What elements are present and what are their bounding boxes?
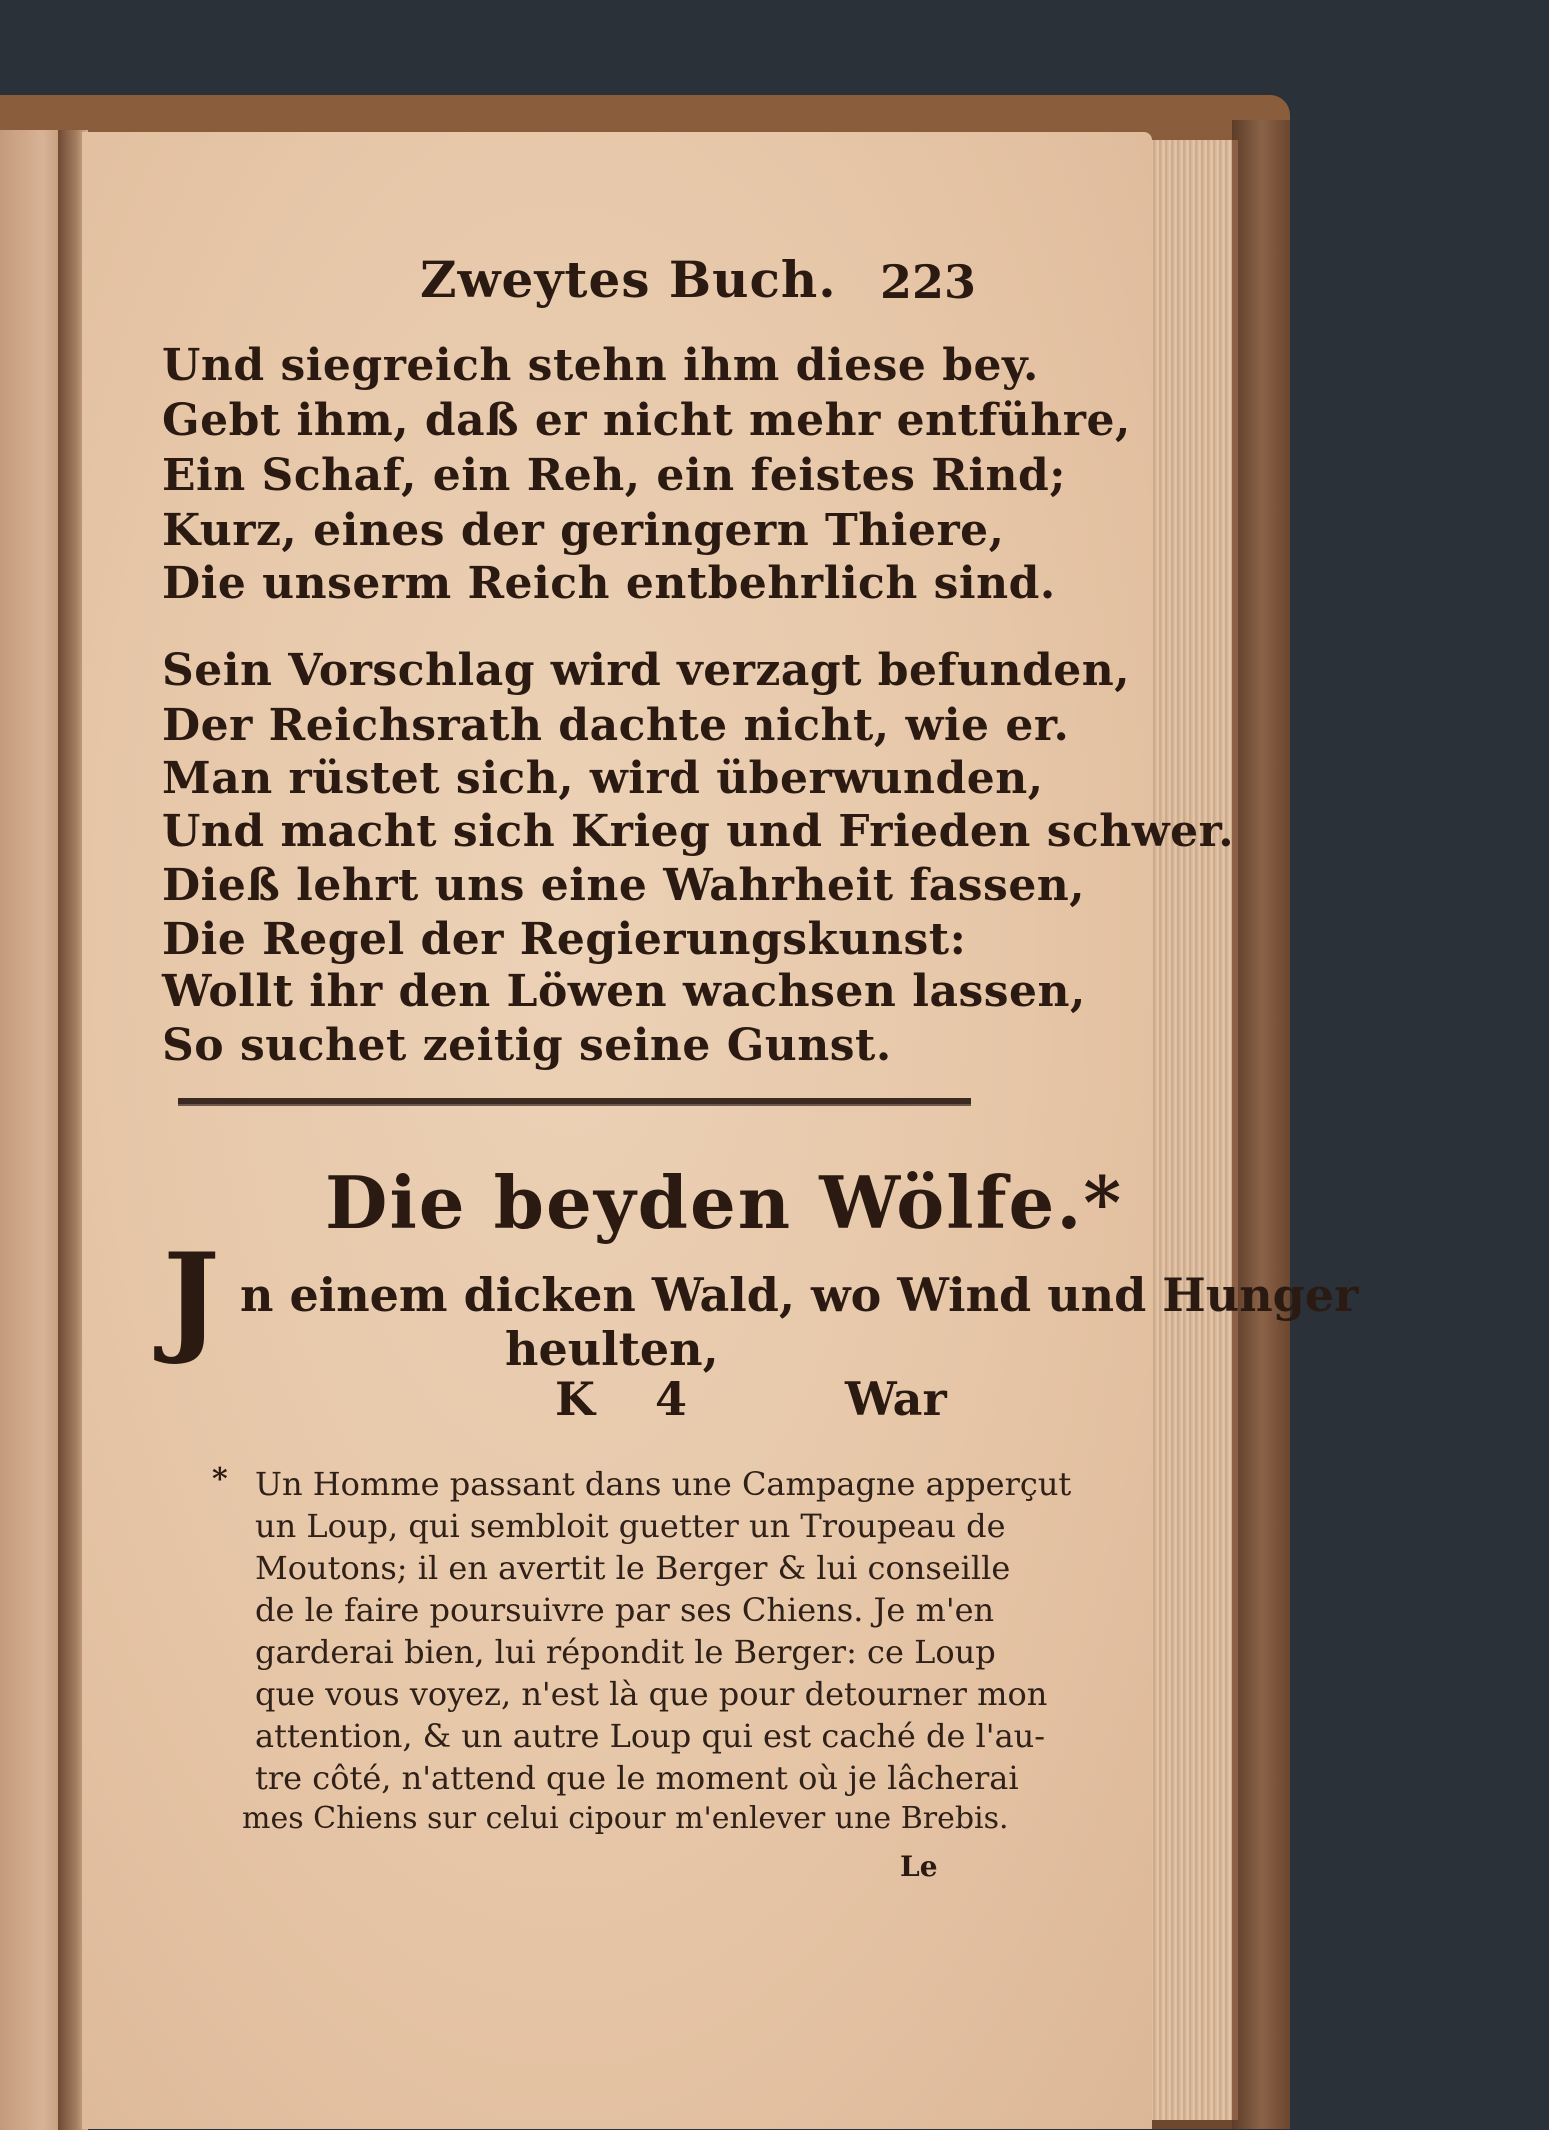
footnote-line: mes Chiens sur celui cipour m'enlever une Brebis. bbox=[242, 1801, 1009, 1836]
verse-line: Wollt ihr den Löwen wachsen lassen, bbox=[162, 966, 1086, 1017]
book-spine bbox=[1232, 120, 1290, 2129]
footnote-catchword: Le bbox=[900, 1850, 938, 1883]
verse-line: Sein Vorschlag wird verzagt befunden, bbox=[162, 645, 1131, 696]
footnote-line: de le faire poursuivre par ses Chiens. Je m'en bbox=[255, 1591, 995, 1629]
verse-line: Gebt ihm, daß er nicht mehr entführe, bbox=[162, 395, 1131, 446]
fable-line: n einem dicken Wald, wo Wind und Hunger bbox=[240, 1268, 1359, 1322]
catchword: War bbox=[845, 1372, 947, 1426]
fable-line: heulten, bbox=[505, 1322, 719, 1376]
page-number: 223 bbox=[880, 255, 977, 309]
drop-cap: J bbox=[163, 1227, 220, 1368]
footnote-line: un Loup, qui sembloit guetter un Troupeau de bbox=[255, 1507, 1006, 1545]
footnote-line: Un Homme passant dans une Campagne apperçut bbox=[255, 1465, 1072, 1503]
verse-line: Und siegreich stehn ihm diese bey. bbox=[162, 340, 1039, 391]
page-edges bbox=[1150, 140, 1238, 2120]
verse-line: Kurz, eines der geringern Thiere, bbox=[162, 505, 1005, 556]
footnote-line: que vous voyez, n'est là que pour detourner mon bbox=[255, 1675, 1048, 1713]
fable-title: Die beyden Wölfe.* bbox=[325, 1160, 1124, 1245]
footnote-marker: * bbox=[212, 1462, 228, 1497]
running-title: Zweytes Buch. bbox=[420, 250, 837, 309]
verse-line: Dieß lehrt uns eine Wahrheit fassen, bbox=[162, 860, 1086, 911]
verse-line: Die unserm Reich entbehrlich sind. bbox=[162, 558, 1056, 609]
section-divider bbox=[178, 1098, 971, 1106]
verse-line: Ein Schaf, ein Reh, ein feistes Rind; bbox=[162, 450, 1067, 501]
verse-line: Der Reichsrath dachte nicht, wie er. bbox=[162, 700, 1070, 751]
verse-line: Man rüstet sich, wird überwunden, bbox=[162, 753, 1044, 804]
signature-mark: K 4 bbox=[555, 1372, 710, 1426]
footnote-line: attention, & un autre Loup qui est caché de l'au- bbox=[255, 1717, 1046, 1755]
verse-line: So suchet zeitig seine Gunst. bbox=[162, 1020, 892, 1071]
verse-line: Und macht sich Krieg und Frieden schwer. bbox=[162, 806, 1235, 857]
footnote-line: tre côté, n'attend que le moment où je lâcherai bbox=[255, 1759, 1019, 1797]
footnote-line: Moutons; il en avertit le Berger & lui conseille bbox=[255, 1549, 1011, 1587]
verse-line: Die Regel der Regierungskunst: bbox=[162, 914, 967, 965]
footnote-line: garderai bien, lui répondit le Berger: ce Loup bbox=[255, 1633, 996, 1671]
